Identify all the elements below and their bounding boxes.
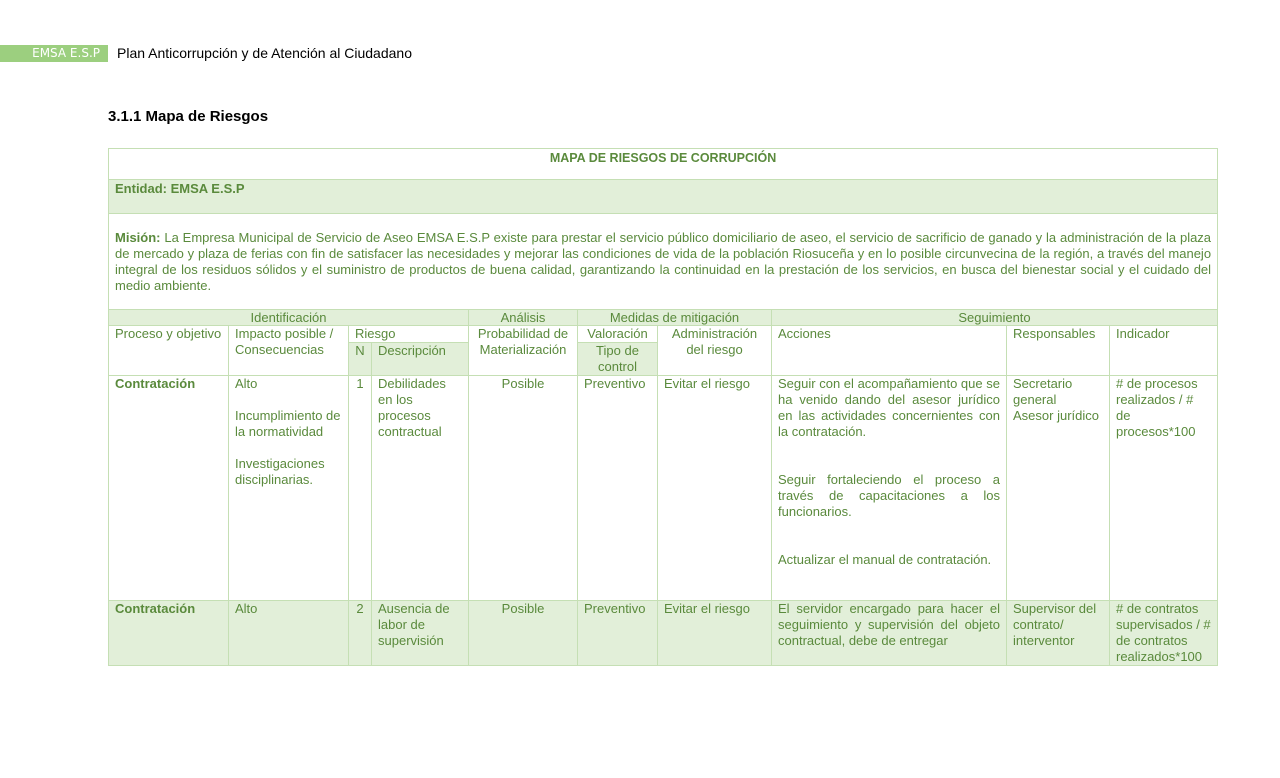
row-acciones: El servidor encargado para hacer el seguimiento y supervisión del objeto contractual, debe de entregar <box>772 601 1007 666</box>
row-proceso: Contratación <box>109 601 229 666</box>
col-responsables: Responsables <box>1007 326 1110 376</box>
col-impacto: Impacto posible / Consecuencias <box>229 326 349 376</box>
row-descripcion: Debilidades en los procesos contractual <box>372 376 469 601</box>
col-tipo-control: Tipo de control <box>578 343 658 376</box>
section-title: 3.1.1 Mapa de Riesgos <box>108 108 269 125</box>
col-riesgo: Riesgo <box>349 326 469 343</box>
risk-map-table <box>108 148 1218 666</box>
col-administracion: Administración del riesgo <box>658 326 772 376</box>
row-descripcion: Ausencia de labor de supervisión <box>372 601 469 666</box>
row-proceso: Contratación <box>109 376 229 601</box>
col-acciones: Acciones <box>772 326 1007 376</box>
row-probabilidad: Posible <box>469 376 578 601</box>
group-analisis: Análisis <box>469 310 578 326</box>
row-n: 1 <box>349 376 372 601</box>
col-indicador: Indicador <box>1110 326 1218 376</box>
col-n: N <box>349 343 372 376</box>
mision-label: Misión: <box>115 230 161 245</box>
group-medidas: Medidas de mitigación <box>578 310 772 326</box>
row-impacto: Alto <box>229 601 349 666</box>
table-row <box>109 376 1218 601</box>
row-acciones: Seguir con el acompañamiento que se ha venido dando del asesor jurídico en las actividades concernientes con la contratación. Seguir fortaleciendo el proceso a través de capacitaciones a los funcionarios. Actualizar el manual de contratación. <box>772 376 1007 601</box>
col-valoracion: Valoración <box>578 326 658 343</box>
row-administracion: Evitar el riesgo <box>658 601 772 666</box>
row-probabilidad: Posible <box>469 601 578 666</box>
row-tipo-control: Preventivo <box>578 601 658 666</box>
mision-row <box>109 214 1218 310</box>
row-administracion: Evitar el riesgo <box>658 376 772 601</box>
col-proceso: Proceso y objetivo <box>109 326 229 376</box>
entidad-row: Entidad: EMSA E.S.P <box>109 180 1218 214</box>
header-badge: EMSA E.S.P <box>0 45 108 62</box>
row-responsables: Supervisor del contrato/ interventor <box>1007 601 1110 666</box>
col-probabilidad: Probabilidad de Materialización <box>469 326 578 376</box>
header-title: Plan Anticorrupción y de Atención al Ciudadano <box>117 45 412 61</box>
row-indicador: # de procesos realizados / # de procesos*100 <box>1110 376 1218 601</box>
row-indicador: # de contratos supervisados / # de contratos realizados*100 <box>1110 601 1218 666</box>
group-seguimiento: Seguimiento <box>772 310 1218 326</box>
table-row <box>109 601 1218 666</box>
row-n: 2 <box>349 601 372 666</box>
group-identificacion: Identificación <box>109 310 469 326</box>
table-title: MAPA DE RIESGOS DE CORRUPCIÓN <box>109 149 1218 180</box>
col-descripcion: Descripción <box>372 343 469 376</box>
mision-text: La Empresa Municipal de Servicio de Aseo EMSA E.S.P existe para prestar el servicio público domiciliario de aseo, el servicio de sacrificio de ganado y la administración de la plaza de mercado y plaza de ferias con fin de satisfacer las necesidades y mejorar las condiciones de vida de la población Riosuceña y en lo posible circunvecina de la región, a través del manejo integral de los residuos sólidos y el suministro de productos de buena calidad, garantizando la continuidad en la prestación de los servicios, en busca del bienestar social y el cuidado del medio ambiente. <box>115 230 1212 293</box>
row-impacto: Alto Incumplimiento de la normatividad Investigaciones disciplinarias. <box>229 376 349 601</box>
row-responsables: Secretario general Asesor jurídico <box>1007 376 1110 601</box>
row-tipo-control: Preventivo <box>578 376 658 601</box>
